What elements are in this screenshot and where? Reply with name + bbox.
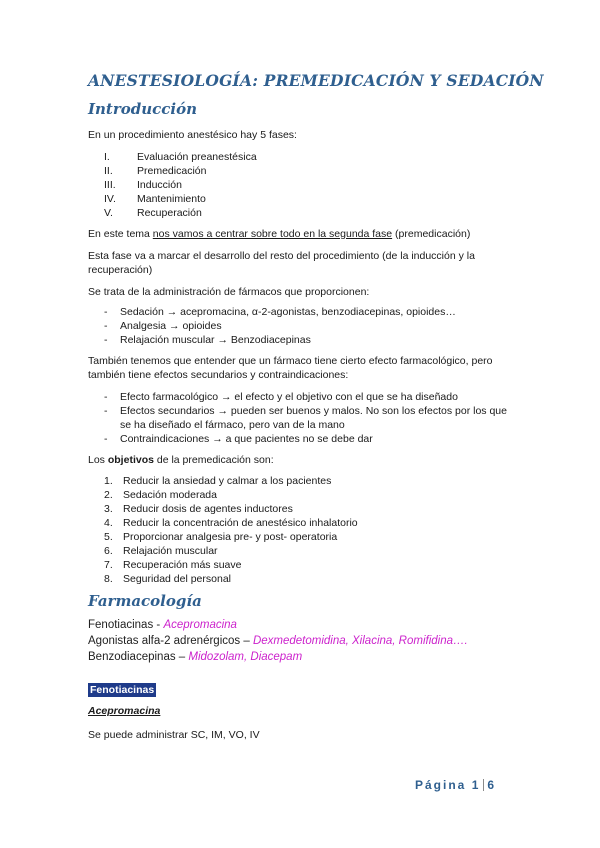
paragraph-administracion: Se puede administrar SC, IM, VO, IV (88, 729, 260, 741)
paragraph-objetivos: Los objetivos de la premedicación son: (88, 454, 274, 466)
list-item: 6. Relajación muscular (104, 545, 218, 557)
page-footer (415, 778, 496, 792)
objetivos-list (104, 474, 358, 586)
list-item: II. Premedicación (104, 165, 207, 177)
acepromacina-subheading: Acepromacina (88, 705, 161, 717)
paragraph-tambien: También tenemos que entender que un fármaco tiene cierto efecto farmacológico, pero también tiene efectos secundarios y contraindicaciones: (88, 355, 493, 381)
list-item: I. Evaluación preanestésica (104, 151, 257, 163)
footer-divider (483, 779, 484, 791)
paragraph-tema: En este tema nos vamos a centrar sobre todo en la segunda fase (premedicación) (88, 228, 471, 240)
fenotiacinas-highlight: Fenotiacinas (90, 684, 155, 696)
document-title: ANESTESIOLOGÍA: PREMEDICACIÓN Y SEDACIÓN (88, 71, 544, 90)
pharmacology-row: Agonistas alfa-2 adrenérgicos – Dexmedetomidina, Xilacina, Romifidina…. (88, 635, 468, 647)
list-item: V. Recuperación (104, 207, 202, 219)
list-item: - Sedación → acepromacina, α-2-agonistas, benzodiacepinas, opioides… (104, 306, 456, 318)
pharmacology-heading: Farmacología (88, 592, 202, 610)
list-item: - Contraindicaciones → a que pacientes no se debe dar (104, 433, 373, 445)
list-item: 7. Recuperación más suave (104, 559, 242, 571)
pharmacology-list (88, 617, 468, 665)
list-item: 5. Proporcionar analgesia pre- y post- operatoria (104, 531, 338, 543)
paragraph-fases: En un procedimiento anestésico hay 5 fases: (88, 129, 297, 141)
intro-heading: Introducción (88, 100, 198, 118)
paragraph-farmacos: Se trata de la administración de fármacos que proporcionen: (88, 286, 370, 298)
page-total: 6 (487, 778, 497, 792)
list-item: 8. Seguridad del personal (104, 573, 231, 585)
list-item: III. Inducción (104, 179, 182, 191)
list-item: 2. Sedación moderada (104, 489, 217, 501)
page-number: 1 (471, 778, 481, 792)
list-item: IV. Mantenimiento (104, 193, 206, 205)
list-item: 3. Reducir dosis de agentes inductores (104, 503, 293, 515)
list-item: 4. Reducir la concentración de anestésico inhalatorio (104, 517, 358, 529)
paragraph-fase-marca: Esta fase va a marcar el desarrollo del resto del procedimiento (de la inducción y la recuperación) (88, 250, 475, 276)
list-item: 1. Reducir la ansiedad y calmar a los pacientes (104, 475, 332, 487)
list-item: - Efecto farmacológico → el efecto y el objetivo con el que se ha diseñado (104, 391, 458, 403)
page-label: Página (415, 778, 467, 792)
list-item: - Efectos secundarios → pueden ser buenos y malos. No son los efectos por los que se ha diseñado el fármaco, pero van de la mano (104, 405, 507, 431)
efectos2-list (104, 390, 520, 446)
fases-list (104, 150, 257, 220)
pharmacology-row: Fenotiacinas - Acepromacina (88, 619, 237, 631)
list-item: - Analgesia → opioides (104, 320, 222, 332)
list-item: - Relajación muscular → Benzodiacepinas (104, 334, 311, 346)
efectos-list (104, 305, 520, 347)
pharmacology-row: Benzodiacepinas – Midozolam, Diacepam (88, 651, 303, 663)
